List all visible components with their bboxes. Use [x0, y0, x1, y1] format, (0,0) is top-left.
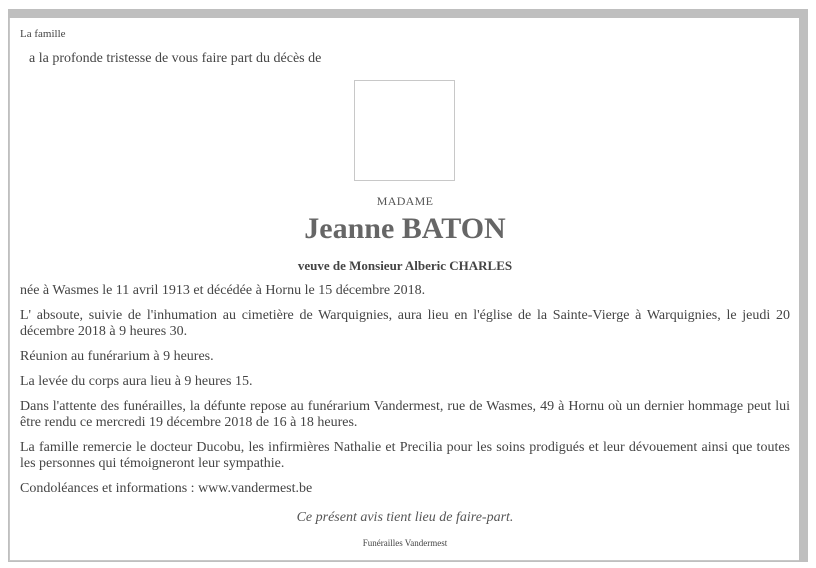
title-prefix: MADAME — [376, 194, 434, 208]
funeral-home-footer: Funérailles Vandermest — [362, 538, 448, 548]
paragraph-visitation: Dans l'attente des funérailles, la défunte repose au funérarium Vandermest, rue de Wasmes, 49 à Hornu où un dernier hommage peut lui être rendu ce mercredi 19 décembre 2018 de 16 à 18 heures. — [20, 399, 790, 430]
paragraph-departure: La levée du corps aura lieu à 9 heures 15. — [20, 374, 253, 389]
paragraph-birth-death: née à Wasmes le 11 avril 1913 et décédée à Hornu le 15 décembre 2018. — [20, 283, 426, 298]
deceased-name: Jeanne BATON — [304, 212, 506, 245]
paragraph-ceremony: L' absoute, suivie de l'inhumation au cimetière de Warquignies, aura lieu en l'église de la Sainte-Vierge à Warquignies, le jeudi 20 décembre 2018 à 9 heures 30. — [20, 308, 790, 339]
paragraph-thanks: La famille remercie le docteur Ducobu, les infirmières Nathalie et Precilia pour les soins prodigués et leur dévouement ainsi que toutes les personnes qui témoigneront leur sympathie. — [20, 440, 790, 471]
obituary-body — [20, 283, 790, 506]
paragraph-condolences: Condoléances et informations : www.vandermest.be — [20, 481, 313, 496]
family-label: La famille — [20, 28, 66, 40]
portrait-photo-placeholder — [354, 80, 455, 181]
notice-line: Ce présent avis tient lieu de faire-part. — [296, 510, 514, 525]
announcement-line: a la profonde tristesse de vous faire part du décès de — [29, 51, 322, 66]
paragraph-meeting: Réunion au funérarium à 9 heures. — [20, 349, 214, 364]
spouse-line: veuve de Monsieur Alberic CHARLES — [297, 258, 513, 273]
obituary-card — [9, 18, 799, 561]
